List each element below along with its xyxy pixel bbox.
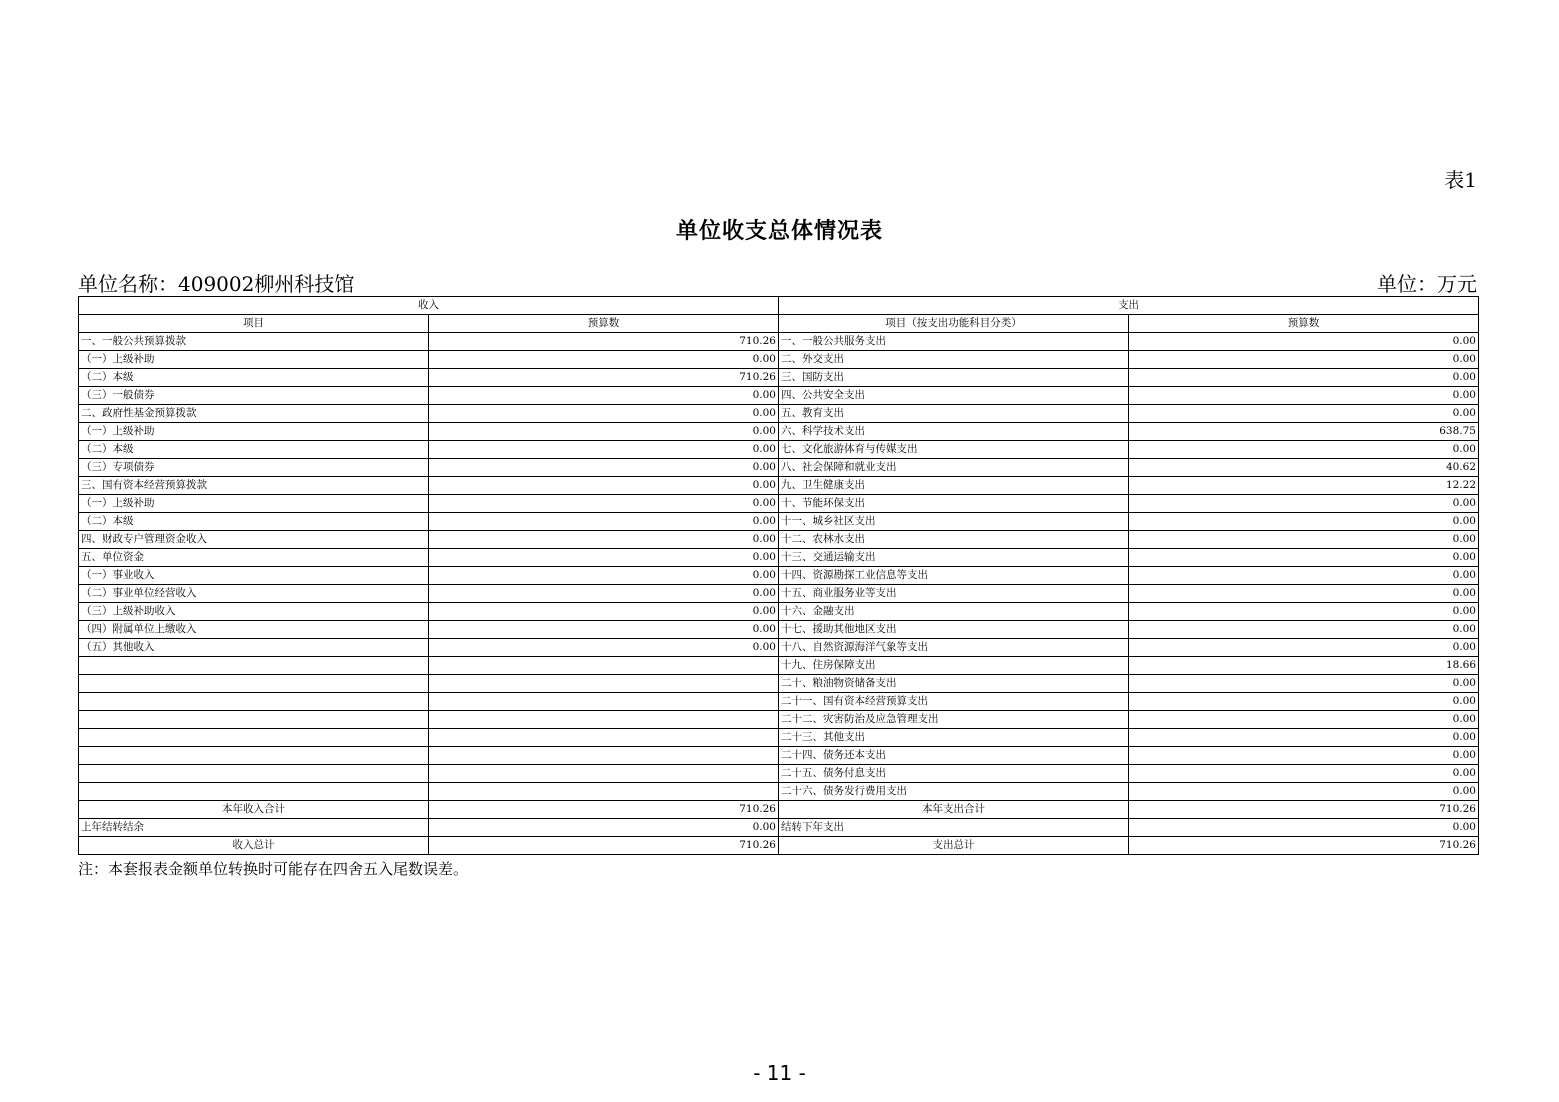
income-item: 三、国有资本经营预算拨款	[79, 477, 429, 495]
income-budget: 0.00	[429, 495, 779, 513]
expense-budget: 0.00	[1129, 351, 1479, 369]
table-row	[79, 549, 1479, 567]
expense-total-value: 710.26	[1129, 837, 1479, 855]
income-item: （一）事业收入	[79, 567, 429, 585]
income-year-total-label: 本年收入合计	[79, 801, 429, 819]
table-row	[79, 423, 1479, 441]
expense-item: 十二、农林水支出	[779, 531, 1129, 549]
expense-budget: 0.00	[1129, 711, 1479, 729]
table-row	[79, 603, 1479, 621]
grand-total-row	[79, 837, 1479, 855]
expense-item: 八、社会保障和就业支出	[779, 459, 1129, 477]
expense-budget: 0.00	[1129, 765, 1479, 783]
table-row	[79, 747, 1479, 765]
carryover-in-label: 上年结转结余	[79, 819, 429, 837]
col-expense-budget: 预算数	[1129, 315, 1479, 333]
expense-budget: 0.00	[1129, 621, 1479, 639]
expense-item: 十三、交通运输支出	[779, 549, 1129, 567]
income-item: （三）上级补助收入	[79, 603, 429, 621]
expense-budget: 0.00	[1129, 333, 1479, 351]
income-item: （五）其他收入	[79, 639, 429, 657]
table-row	[79, 783, 1479, 801]
table-header-row	[79, 297, 1479, 315]
year-total-row	[79, 801, 1479, 819]
table-row	[79, 405, 1479, 423]
expense-budget: 40.62	[1129, 459, 1479, 477]
expense-item: 十七、援助其他地区支出	[779, 621, 1129, 639]
income-budget	[429, 783, 779, 801]
expense-item: 二、外交支出	[779, 351, 1129, 369]
expense-item: 七、文化旅游体育与传媒支出	[779, 441, 1129, 459]
table-row	[79, 711, 1479, 729]
income-budget	[429, 711, 779, 729]
expense-year-total-label: 本年支出合计	[779, 801, 1129, 819]
expense-item: 二十四、债务还本支出	[779, 747, 1129, 765]
income-budget	[429, 675, 779, 693]
income-budget: 0.00	[429, 567, 779, 585]
table-row	[79, 387, 1479, 405]
table-row	[79, 351, 1479, 369]
table-number: 表1	[1444, 168, 1477, 192]
expense-budget: 0.00	[1129, 567, 1479, 585]
table-row	[79, 585, 1479, 603]
income-item	[79, 783, 429, 801]
expense-header: 支出	[779, 297, 1479, 315]
expense-total-label: 支出总计	[779, 837, 1129, 855]
currency-unit: 单位：万元	[1377, 272, 1477, 296]
expense-budget: 0.00	[1129, 387, 1479, 405]
income-budget: 710.26	[429, 333, 779, 351]
page-number: - 11 -	[753, 1061, 806, 1085]
table-row	[79, 495, 1479, 513]
income-item: （二）事业单位经营收入	[79, 585, 429, 603]
expense-budget: 18.66	[1129, 657, 1479, 675]
expense-budget: 0.00	[1129, 603, 1479, 621]
income-budget: 0.00	[429, 513, 779, 531]
income-budget	[429, 747, 779, 765]
expense-budget: 0.00	[1129, 639, 1479, 657]
income-year-total-value: 710.26	[429, 801, 779, 819]
table-row	[79, 693, 1479, 711]
income-total-label: 收入总计	[79, 837, 429, 855]
expense-budget: 12.22	[1129, 477, 1479, 495]
expense-item: 十一、城乡社区支出	[779, 513, 1129, 531]
income-item: （三）一般债券	[79, 387, 429, 405]
income-budget: 710.26	[429, 369, 779, 387]
income-budget: 0.00	[429, 441, 779, 459]
expense-item: 六、科学技术支出	[779, 423, 1129, 441]
income-budget	[429, 657, 779, 675]
income-budget	[429, 693, 779, 711]
income-item	[79, 693, 429, 711]
expense-item: 二十二、灾害防治及应急管理支出	[779, 711, 1129, 729]
expense-item: 三、国防支出	[779, 369, 1129, 387]
table-row	[79, 657, 1479, 675]
expense-budget: 0.00	[1129, 747, 1479, 765]
table-row	[79, 441, 1479, 459]
expense-budget: 0.00	[1129, 729, 1479, 747]
expense-budget: 0.00	[1129, 549, 1479, 567]
income-budget: 0.00	[429, 585, 779, 603]
income-budget: 0.00	[429, 351, 779, 369]
income-item	[79, 747, 429, 765]
income-item: 一、一般公共预算拨款	[79, 333, 429, 351]
carryover-in-value: 0.00	[429, 819, 779, 837]
page-title: 单位收支总体情况表	[675, 219, 883, 244]
income-item: （四）附属单位上缴收入	[79, 621, 429, 639]
expense-item: 二十一、国有资本经营预算支出	[779, 693, 1129, 711]
expense-item: 二十五、债务付息支出	[779, 765, 1129, 783]
income-budget: 0.00	[429, 477, 779, 495]
expense-budget: 0.00	[1129, 693, 1479, 711]
expense-item: 十八、自然资源海洋气象等支出	[779, 639, 1129, 657]
expense-item: 九、卫生健康支出	[779, 477, 1129, 495]
income-budget: 0.00	[429, 549, 779, 567]
table-row	[79, 477, 1479, 495]
income-total-value: 710.26	[429, 837, 779, 855]
expense-item: 十四、资源勘探工业信息等支出	[779, 567, 1129, 585]
income-budget: 0.00	[429, 621, 779, 639]
income-item: 五、单位资金	[79, 549, 429, 567]
expense-item: 一、一般公共服务支出	[779, 333, 1129, 351]
income-item	[79, 657, 429, 675]
table-row	[79, 567, 1479, 585]
table-row	[79, 765, 1479, 783]
income-item	[79, 711, 429, 729]
table-row	[79, 531, 1479, 549]
income-item: （一）上级补助	[79, 423, 429, 441]
income-item	[79, 765, 429, 783]
income-budget: 0.00	[429, 405, 779, 423]
income-item: 四、财政专户管理资金收入	[79, 531, 429, 549]
income-item: （二）本级	[79, 369, 429, 387]
budget-table	[78, 296, 1479, 855]
income-budget	[429, 729, 779, 747]
expense-item: 二十六、债务发行费用支出	[779, 783, 1129, 801]
table-row	[79, 513, 1479, 531]
income-budget: 0.00	[429, 639, 779, 657]
income-item: （一）上级补助	[79, 351, 429, 369]
col-income-item: 项目	[79, 315, 429, 333]
expense-budget: 0.00	[1129, 585, 1479, 603]
column-header-row	[79, 315, 1479, 333]
expense-budget: 0.00	[1129, 369, 1479, 387]
expense-budget: 0.00	[1129, 441, 1479, 459]
income-item: （三）专项债券	[79, 459, 429, 477]
income-budget: 0.00	[429, 459, 779, 477]
income-budget: 0.00	[429, 531, 779, 549]
expense-budget: 0.00	[1129, 675, 1479, 693]
table-row	[79, 459, 1479, 477]
income-budget	[429, 765, 779, 783]
expense-item: 四、公共安全支出	[779, 387, 1129, 405]
carryover-out-label: 结转下年支出	[779, 819, 1129, 837]
income-item	[79, 729, 429, 747]
table-row	[79, 639, 1479, 657]
income-item: （二）本级	[79, 441, 429, 459]
income-budget: 0.00	[429, 387, 779, 405]
expense-budget: 0.00	[1129, 783, 1479, 801]
expense-budget: 638.75	[1129, 423, 1479, 441]
expense-item: 十五、商业服务业等支出	[779, 585, 1129, 603]
table-row	[79, 369, 1479, 387]
col-expense-item: 项目（按支出功能科目分类）	[779, 315, 1129, 333]
expense-item: 十、节能环保支出	[779, 495, 1129, 513]
table-row	[79, 621, 1479, 639]
carryover-row	[79, 819, 1479, 837]
carryover-out-value: 0.00	[1129, 819, 1479, 837]
expense-item: 十九、住房保障支出	[779, 657, 1129, 675]
expense-budget: 0.00	[1129, 405, 1479, 423]
income-item	[79, 675, 429, 693]
income-budget: 0.00	[429, 603, 779, 621]
expense-year-total-value: 710.26	[1129, 801, 1479, 819]
income-budget: 0.00	[429, 423, 779, 441]
income-header: 收入	[79, 297, 779, 315]
expense-budget: 0.00	[1129, 531, 1479, 549]
expense-item: 十六、金融支出	[779, 603, 1129, 621]
table-row	[79, 729, 1479, 747]
footnote: 注：本套报表金额单位转换时可能存在四舍五入尾数误差。	[78, 860, 469, 878]
unit-name: 单位名称：409002柳州科技馆	[78, 272, 355, 296]
expense-item: 五、教育支出	[779, 405, 1129, 423]
income-item: （二）本级	[79, 513, 429, 531]
expense-item: 二十、粮油物资储备支出	[779, 675, 1129, 693]
table-row	[79, 675, 1479, 693]
col-income-budget: 预算数	[429, 315, 779, 333]
expense-item: 二十三、其他支出	[779, 729, 1129, 747]
income-item: （一）上级补助	[79, 495, 429, 513]
expense-budget: 0.00	[1129, 513, 1479, 531]
table-row	[79, 333, 1479, 351]
income-item: 二、政府性基金预算拨款	[79, 405, 429, 423]
expense-budget: 0.00	[1129, 495, 1479, 513]
